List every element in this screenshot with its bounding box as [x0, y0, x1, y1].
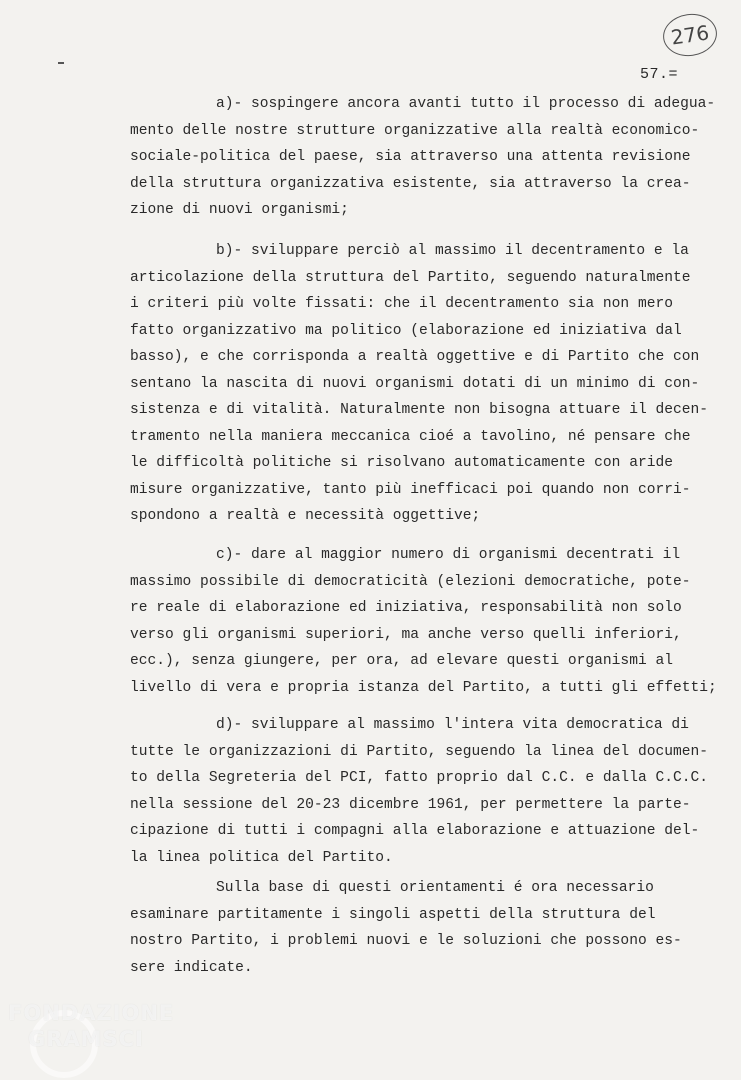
- watermark-line-2: GRAMSCI: [28, 1027, 144, 1051]
- text-line: massimo possibile di democraticità (elezioni democratiche, pote-: [130, 573, 691, 590]
- paragraph-e: [130, 875, 730, 981]
- text-line: fatto organizzativo ma politico (elaborazione ed iniziativa dal: [130, 322, 682, 339]
- text-line: della struttura organizzativa esistente, sia attraverso la crea-: [130, 175, 691, 192]
- text-line: tutte le organizzazioni di Partito, seguendo la linea del documen-: [130, 743, 709, 760]
- paragraph-a: [130, 91, 730, 224]
- text-line: sistenza e di vitalità. Naturalmente non bisogna attuare il decen-: [130, 402, 709, 418]
- text-line: cipazione di tutti i compagni alla elaborazione e attuazione del-: [130, 823, 700, 839]
- text-line: ecc.), senza giungere, per ora, ad elevare questi organismi al: [130, 653, 673, 669]
- text-line: la linea politica del Partito.: [130, 849, 393, 866]
- paragraph-c: [130, 542, 730, 701]
- page-number: 57.=: [640, 66, 679, 83]
- text-line: Sulla base di questi orientamenti é ora necessario: [216, 880, 654, 896]
- text-line: sere indicate.: [130, 959, 253, 976]
- text-line: mento delle nostre strutture organizzative alla realtà economico-: [130, 122, 700, 139]
- watermark: [8, 1000, 208, 1070]
- text-line: nella sessione del 20-23 dicembre 1961, per permettere la parte-: [130, 796, 691, 813]
- text-line: le difficoltà politiche si risolvano automaticamente con aride: [130, 455, 673, 471]
- text-line: i criteri più volte fissati: che il decentramento sia non mero: [130, 296, 673, 312]
- archive-stamp: 276: [660, 10, 719, 59]
- text-line: d)- sviluppare al massimo l'intera vita democratica di: [216, 717, 689, 733]
- text-line: c)- dare al maggior numero di organismi decentrati il: [216, 547, 681, 563]
- paragraph-d: [130, 712, 730, 871]
- watermark-line-1: FONDAZIONE: [8, 1001, 175, 1025]
- text-line: sociale-politica del paese, sia attraverso una attenta revisione: [130, 149, 691, 165]
- text-line: zione di nuovi organismi;: [130, 202, 349, 218]
- text-line: misure organizzative, tanto più inefficaci poi quando non corri-: [130, 481, 691, 498]
- text-line: verso gli organismi superiori, ma anche verso quelli inferiori,: [130, 626, 682, 643]
- text-line: livello di vera e propria istanza del Partito, a tutti gli effetti;: [130, 679, 717, 696]
- paragraph-b: [130, 238, 730, 530]
- text-line: re reale di elaborazione ed iniziativa, responsabilità non solo: [130, 600, 682, 616]
- text-line: spondono a realtà e necessità oggettive;: [130, 508, 481, 524]
- text-line: articolazione della struttura del Partito, seguendo naturalmente: [130, 269, 691, 286]
- text-line: tramento nella maniera meccanica cioé a tavolino, né pensare che: [130, 428, 691, 445]
- text-line: b)- sviluppare perciò al massimo il decentramento e la: [216, 243, 689, 259]
- text-line: sentano la nascita di nuovi organismi dotati di un minimo di con-: [130, 375, 700, 392]
- text-line: esaminare partitamente i singoli aspetti della struttura del: [130, 906, 656, 923]
- text-line: nostro Partito, i problemi nuovi e le soluzioni che possono es-: [130, 933, 682, 949]
- text-line: to della Segreteria del PCI, fatto proprio dal C.C. e dalla C.C.C.: [130, 770, 709, 786]
- margin-mark: [58, 62, 64, 64]
- text-line: basso), e che corrisponda a realtà oggettive e di Partito che con: [130, 349, 700, 365]
- text-line: a)- sospingere ancora avanti tutto il processo di adegua-: [216, 96, 716, 112]
